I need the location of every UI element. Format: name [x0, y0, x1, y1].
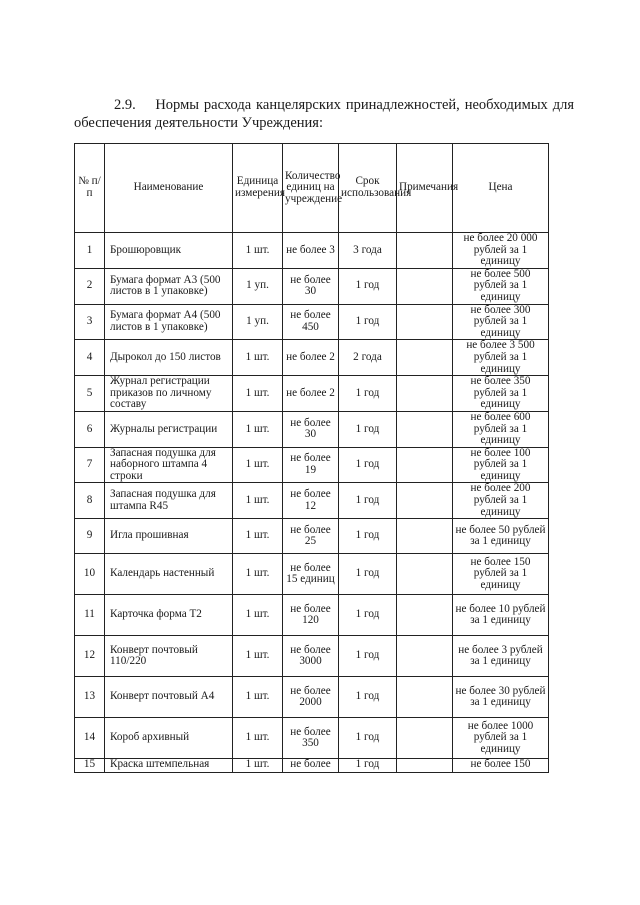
table-row — [75, 677, 549, 718]
cell-term: 3 года — [339, 233, 397, 269]
cell-name: Журналы регистрации — [105, 411, 233, 447]
cell-price: не более 50 рублей за 1 единицу — [453, 519, 549, 554]
cell-unit: 1 шт. — [233, 411, 283, 447]
cell-unit: 1 шт. — [233, 759, 283, 773]
cell-unit: 1 уп. — [233, 304, 283, 340]
cell-name: Календарь настенный — [105, 554, 233, 595]
cell-name: Краска штемпельная — [105, 759, 233, 773]
cell-number: 10 — [75, 554, 105, 595]
cell-price: не более 20 000 рублей за 1 единицу — [453, 233, 549, 269]
cell-unit: 1 шт. — [233, 340, 283, 376]
cell-notes — [397, 759, 453, 773]
cell-quantity: не более 2 — [283, 340, 339, 376]
cell-quantity: не более 350 — [283, 718, 339, 759]
cell-price: не более 10 рублей за 1 единицу — [453, 595, 549, 636]
cell-price: не более 350 рублей за 1 единицу — [453, 376, 549, 412]
cell-unit: 1 шт. — [233, 718, 283, 759]
cell-number: 8 — [75, 483, 105, 519]
table-row — [75, 268, 549, 304]
cell-notes — [397, 376, 453, 412]
cell-quantity: не более — [283, 759, 339, 773]
cell-unit: 1 шт. — [233, 595, 283, 636]
cell-number: 12 — [75, 636, 105, 677]
cell-number: 4 — [75, 340, 105, 376]
cell-number: 7 — [75, 447, 105, 483]
table-row — [75, 411, 549, 447]
cell-unit: 1 шт. — [233, 554, 283, 595]
table-row — [75, 718, 549, 759]
cell-term: 1 год — [339, 483, 397, 519]
cell-number: 1 — [75, 233, 105, 269]
cell-notes — [397, 677, 453, 718]
cell-quantity: не более 25 — [283, 519, 339, 554]
cell-price: не более 3 рублей за 1 единицу — [453, 636, 549, 677]
cell-quantity: не более 450 — [283, 304, 339, 340]
cell-price: не более 150 — [453, 759, 549, 773]
cell-name: Запасная подушка для наборного штампа 4 строки — [105, 447, 233, 483]
cell-number: 9 — [75, 519, 105, 554]
cell-notes — [397, 304, 453, 340]
cell-price: не более 3 500 рублей за 1 единицу — [453, 340, 549, 376]
table-row — [75, 304, 549, 340]
table-row — [75, 376, 549, 412]
cell-number: 14 — [75, 718, 105, 759]
cell-term: 1 год — [339, 376, 397, 412]
cell-term: 1 год — [339, 677, 397, 718]
cell-price: не более 300 рублей за 1 единицу — [453, 304, 549, 340]
cell-name: Журнал регистрации приказов по личному составу — [105, 376, 233, 412]
col-header-term: Срок использования — [339, 144, 397, 233]
table-row — [75, 554, 549, 595]
cell-unit: 1 шт. — [233, 636, 283, 677]
table-header-row — [75, 144, 549, 233]
cell-price: не более 150 рублей за 1 единицу — [453, 554, 549, 595]
col-header-name: Наименование — [105, 144, 233, 233]
cell-term: 2 года — [339, 340, 397, 376]
cell-number: 3 — [75, 304, 105, 340]
cell-name: Конверт почтовый А4 — [105, 677, 233, 718]
section-number: 2.9. — [114, 97, 136, 113]
cell-unit: 1 шт. — [233, 483, 283, 519]
table-row — [75, 447, 549, 483]
cell-notes — [397, 233, 453, 269]
cell-quantity: не более 3000 — [283, 636, 339, 677]
stationery-norms-table — [74, 143, 549, 773]
col-header-unit: Единица измерения — [233, 144, 283, 233]
cell-quantity: не более 15 единиц — [283, 554, 339, 595]
cell-notes — [397, 554, 453, 595]
table-row — [75, 519, 549, 554]
section-title: Нормы расхода канцелярских принадлежностей, необходимых для обеспечения деятельности Учреждения: — [74, 97, 574, 131]
cell-notes — [397, 519, 453, 554]
cell-notes — [397, 483, 453, 519]
table-row — [75, 483, 549, 519]
cell-term: 1 год — [339, 411, 397, 447]
cell-price: не более 200 рублей за 1 единицу — [453, 483, 549, 519]
cell-name: Игла прошивная — [105, 519, 233, 554]
cell-term: 1 год — [339, 759, 397, 773]
cell-name: Конверт почтовый 110/220 — [105, 636, 233, 677]
cell-notes — [397, 636, 453, 677]
cell-price: не более 30 рублей за 1 единицу — [453, 677, 549, 718]
cell-name: Дырокол до 150 листов — [105, 340, 233, 376]
cell-quantity: не более 30 — [283, 268, 339, 304]
col-header-price: Цена — [453, 144, 549, 233]
section-heading — [74, 96, 574, 132]
cell-notes — [397, 718, 453, 759]
cell-number: 5 — [75, 376, 105, 412]
cell-number: 6 — [75, 411, 105, 447]
cell-notes — [397, 595, 453, 636]
cell-notes — [397, 447, 453, 483]
cell-term: 1 год — [339, 554, 397, 595]
cell-notes — [397, 411, 453, 447]
cell-quantity: не более 12 — [283, 483, 339, 519]
cell-quantity: не более 2 — [283, 376, 339, 412]
cell-name: Запасная подушка для штампа R45 — [105, 483, 233, 519]
cell-quantity: не более 30 — [283, 411, 339, 447]
cell-number: 13 — [75, 677, 105, 718]
cell-unit: 1 шт. — [233, 233, 283, 269]
cell-quantity: не более 120 — [283, 595, 339, 636]
col-header-number: № п/п — [75, 144, 105, 233]
cell-number: 15 — [75, 759, 105, 773]
cell-term: 1 год — [339, 519, 397, 554]
table-row — [75, 233, 549, 269]
cell-unit: 1 шт. — [233, 677, 283, 718]
cell-unit: 1 уп. — [233, 268, 283, 304]
table-row — [75, 595, 549, 636]
cell-price: не более 500 рублей за 1 единицу — [453, 268, 549, 304]
cell-notes — [397, 268, 453, 304]
col-header-notes: Примечания — [397, 144, 453, 233]
cell-term: 1 год — [339, 595, 397, 636]
cell-unit: 1 шт. — [233, 376, 283, 412]
col-header-quantity: Количество единиц на учреждение — [283, 144, 339, 233]
table-row — [75, 340, 549, 376]
cell-price: не более 600 рублей за 1 единицу — [453, 411, 549, 447]
cell-term: 1 год — [339, 718, 397, 759]
cell-term: 1 год — [339, 636, 397, 677]
cell-name: Короб архивный — [105, 718, 233, 759]
cell-unit: 1 шт. — [233, 519, 283, 554]
cell-quantity: не более 2000 — [283, 677, 339, 718]
cell-quantity: не более 3 — [283, 233, 339, 269]
cell-number: 2 — [75, 268, 105, 304]
cell-quantity: не более 19 — [283, 447, 339, 483]
cell-unit: 1 шт. — [233, 447, 283, 483]
cell-number: 11 — [75, 595, 105, 636]
table-row — [75, 759, 549, 773]
cell-term: 1 год — [339, 447, 397, 483]
cell-price: не более 1000 рублей за 1 единицу — [453, 718, 549, 759]
cell-name: Бумага формат А4 (500 листов в 1 упаковке) — [105, 304, 233, 340]
cell-name: Брошюровщик — [105, 233, 233, 269]
cell-term: 1 год — [339, 304, 397, 340]
cell-name: Бумага формат А3 (500 листов в 1 упаковке) — [105, 268, 233, 304]
cell-price: не более 100 рублей за 1 единицу — [453, 447, 549, 483]
cell-term: 1 год — [339, 268, 397, 304]
cell-name: Карточка форма Т2 — [105, 595, 233, 636]
cell-notes — [397, 340, 453, 376]
table-body — [75, 233, 549, 773]
table-row — [75, 636, 549, 677]
